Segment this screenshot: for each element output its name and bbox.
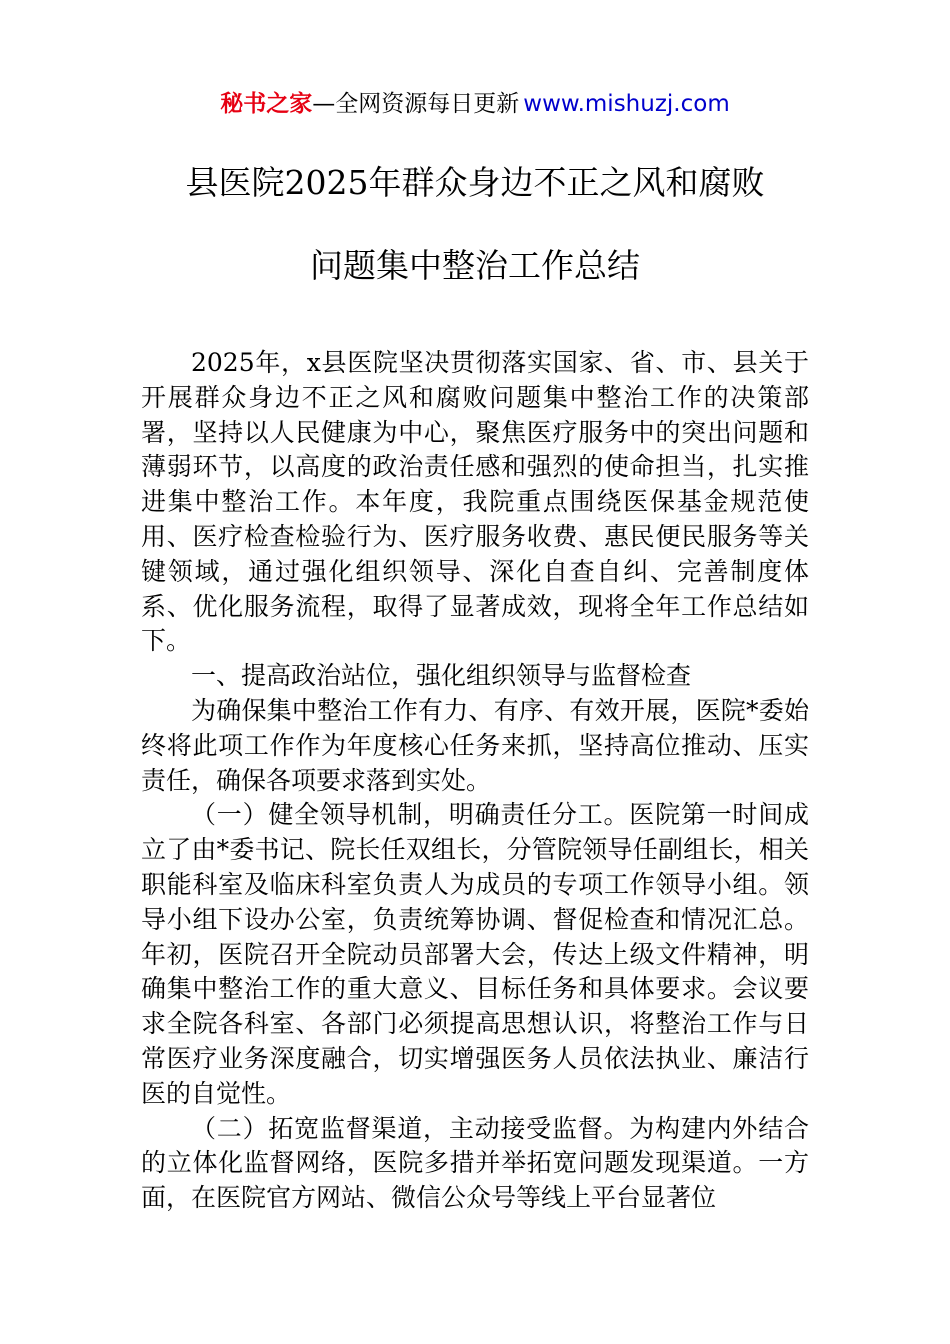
document-body xyxy=(141,346,809,1216)
document-title xyxy=(0,160,950,289)
section-heading-1: 一、提高政治站位，强化组织领导与监督检查 xyxy=(191,661,692,691)
brand-name: 秘书之家 xyxy=(220,91,313,117)
body-paragraph: （一）健全领导机制，明确责任分工。医院第一时间成立了由*委书记、院长任双组长，分管院领导任副组长，相关职能科室及临床科室负责人为成员的专项工作领导小组。领导小组下设办公室，负责统筹协调、督促检查和情况汇总。年初，医院召开全院动员部署大会，传达上级文件精神，明确集中整治工作的重大意义、目标任务和具体要求。会议要求全院各科室、各部门必须提高思想认识，将整治工作与日常医疗业务深度融合，切实增强医务人员依法执业、廉洁行医的自觉性。 xyxy=(141,800,809,1108)
title-line-1: 县医院2025年群众身边不正之风和腐败 xyxy=(185,163,765,202)
banner-tagline: —全网资源每日更新 xyxy=(312,91,520,117)
intro-paragraph: 2025年，x县医院坚决贯彻落实国家、省、市、县关于开展群众身边不正之风和腐败问题集中整治工作的决策部署，坚持以人民健康为中心，聚焦医疗服务中的突出问题和薄弱环节，以高度的政治责任感和强烈的使命担当，扎实推进集中整治工作。本年度，我院重点围绕医保基金规范使用、医疗检查检验行为、医疗服务收费、惠民便民服务等关键领域，通过强化组织领导、深化自查自纠、完善制度体系、优化服务流程，取得了显著成效，现将全年工作总结如下。 xyxy=(141,348,809,656)
body-paragraph: 为确保集中整治工作有力、有序、有效开展，医院*委始终将此项工作作为年度核心任务来抓，坚持高位推动、压实责任，确保各项要求落到实处。 xyxy=(141,695,809,795)
site-banner xyxy=(0,88,950,120)
title-line-2: 问题集中整治工作总结 xyxy=(310,246,640,285)
site-url-link[interactable]: www.mishuzj.com xyxy=(523,91,730,117)
body-paragraph: （二）拓宽监督渠道，主动接受监督。为构建内外结合的立体化监督网络，医院多措并举拓宽问题发现渠道。一方面，在医院官方网站、微信公众号等线上平台显著位 xyxy=(141,1113,809,1213)
